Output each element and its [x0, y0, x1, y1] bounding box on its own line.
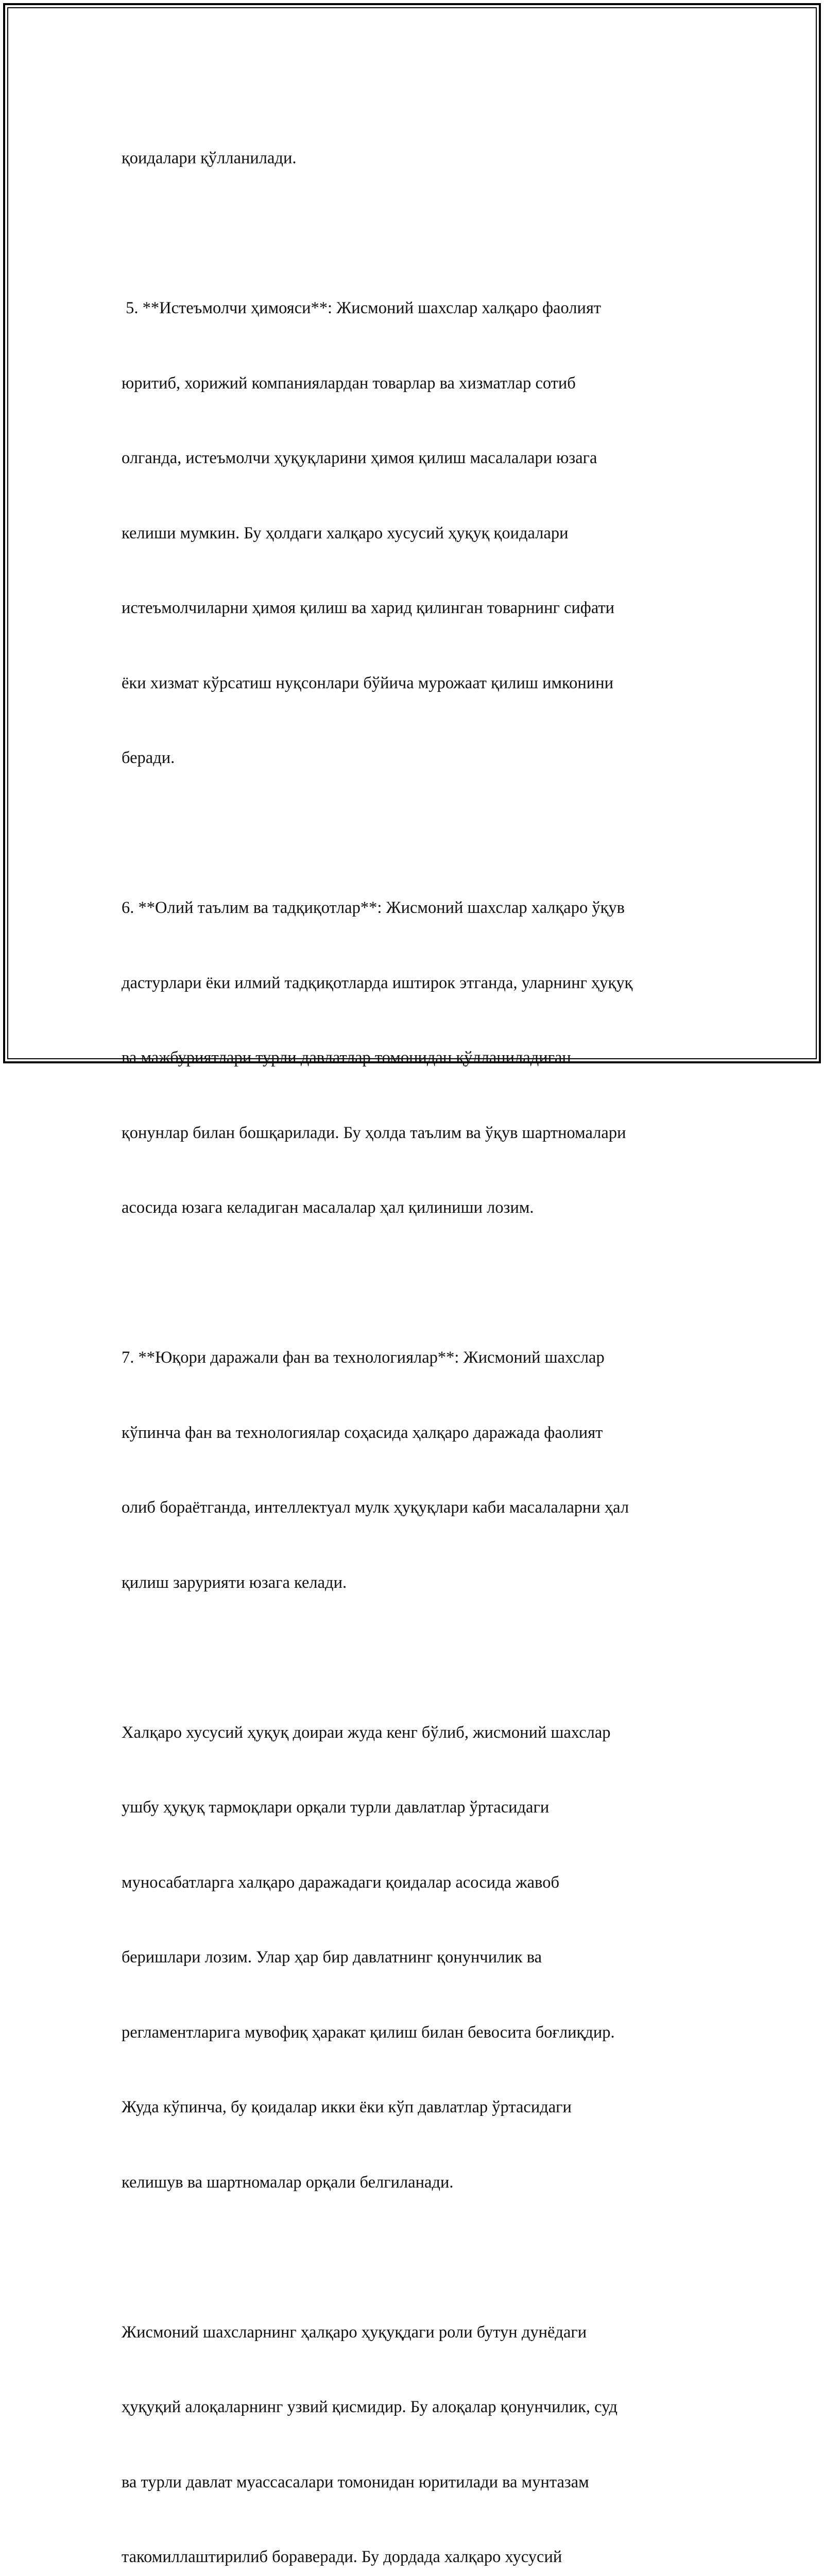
text-line: қоидалари қўлланилади.	[122, 146, 709, 171]
text-line: асосида юзага келадиган масалалар ҳал қилиниши лозим.	[122, 1195, 709, 1221]
text-line: ва турли давлат муассасалари томонидан юритилади ва мунтазам	[122, 2470, 709, 2495]
paragraph-higher-education	[122, 845, 709, 1270]
text-line: ушбу ҳуқуқ тармоқлари орқали турли давлатлар ўртасидаги	[122, 1795, 709, 1820]
text-line: 5. **Истеъмолчи ҳимояси**: Жисмоний шахслар халқаро фаолият	[122, 296, 709, 321]
text-line: Халқаро хусусий ҳуқуқ доираи жуда кенг бўлиб, жисмоний шахслар	[122, 1720, 709, 1745]
text-line: келиши мумкин. Бу ҳолдаги халқаро хусусий ҳуқуқ қоидалари	[122, 521, 709, 546]
text-line: беришлари лозим. Улар ҳар бир давлатнинг қонунчилик ва	[122, 1945, 709, 1970]
text-line: қонунлар билан бошқарилади. Бу ҳолда таълим ва ўқув шартномалари	[122, 1121, 709, 1146]
text-line: Жисмоний шахсларнинг ҳалқаро ҳуқуқдаги роли бутун дунёдаги	[122, 2320, 709, 2345]
text-line: истеъмолчиларни ҳимоя қилиш ва харид қилинган товарнинг сифати	[122, 596, 709, 621]
text-line: муносабатларга халқаро даражадаги қоидалар асосида жавоб	[122, 1870, 709, 1895]
text-line: келишув ва шартномалар орқали белгиланади.	[122, 2170, 709, 2195]
text-line: дастурлари ёки илмий тадқиқотларда иштирок этганда, уларнинг ҳуқуқ	[122, 971, 709, 996]
text-line: Жуда кўпинча, бу қоидалар икки ёки кўп давлатлар ўртасидаги	[122, 2095, 709, 2120]
text-line: регламентларига мувофиқ ҳаракат қилиш билан бевосита боғлиқдир.	[122, 2020, 709, 2045]
text-line: кўпинча фан ва технологиялар соҳасида ҳалқаро даражада фаолият	[122, 1420, 709, 1446]
text-line: юритиб, хорижий компаниялардан товарлар ва хизматлар сотиб	[122, 371, 709, 396]
paragraph-conclusion	[122, 2270, 709, 2576]
text-line: олганда, истеъмолчи ҳуқуқларини ҳимоя қилиш масалалари юзага	[122, 446, 709, 471]
text-line: беради.	[122, 745, 709, 771]
text-line: ҳуқуқий алоқаларнинг узвий қисмидир. Бу алоқалар қонунчилик, суд	[122, 2395, 709, 2420]
text-line: олиб бораётганда, интеллектуал мулк ҳуқуқлари каби масалаларни ҳал	[122, 1495, 709, 1520]
text-line: 7. **Юқори даражали фан ва технологиялар**: Жисмоний шахслар	[122, 1345, 709, 1370]
text-line: ёки хизмат кўрсатиш нуқсонлари бўйича мурожаат қилиш имконини	[122, 671, 709, 696]
paragraph-science-technology	[122, 1295, 709, 1645]
document-body	[122, 96, 709, 2576]
paragraph-scope-summary	[122, 1670, 709, 2245]
text-line: 6. **Олий таълим ва тадқиқотлар**: Жисмоний шахслар халқаро ўқув	[122, 895, 709, 921]
paragraph-continuation	[122, 96, 709, 221]
paragraph-consumer-protection	[122, 246, 709, 821]
text-line: ва мажбуриятлари турли давлатлар томонидан қўлланиладиган	[122, 1045, 709, 1071]
text-line: қилиш зарурияти юзага келади.	[122, 1570, 709, 1596]
text-line: такомиллаштирилиб бораверади. Бу дордада халқаро хусусий	[122, 2545, 709, 2570]
